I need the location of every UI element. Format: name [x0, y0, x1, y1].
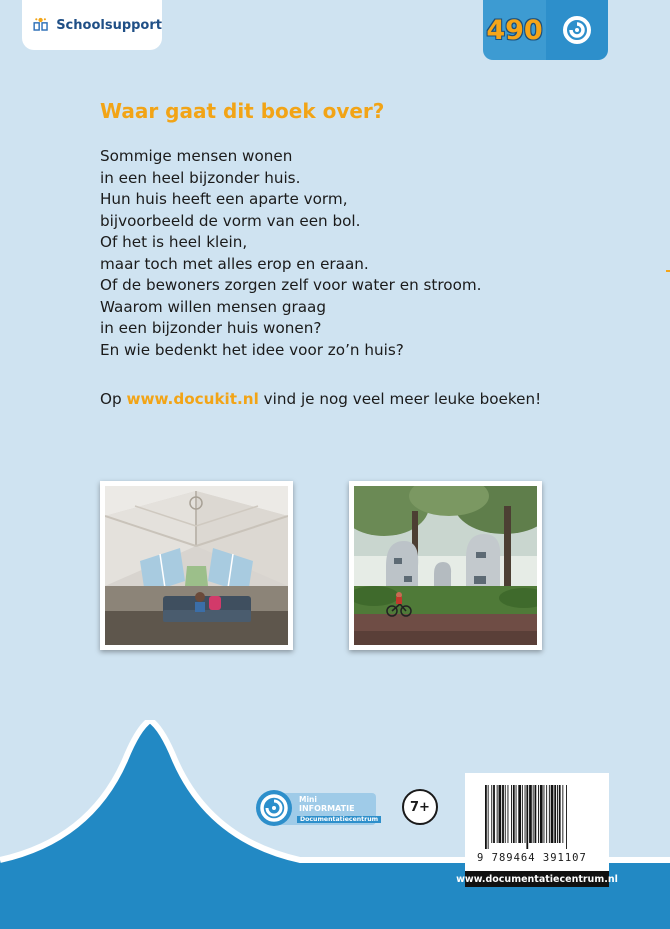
barcode-bar	[485, 785, 487, 849]
promo-prefix: Op	[100, 390, 127, 408]
series-icon-box	[546, 0, 608, 60]
barcode-bar	[540, 785, 543, 843]
barcode-bar	[559, 785, 561, 843]
promo-suffix: vind je nog veel meer leuke boeken!	[258, 390, 542, 408]
publisher-name: Schoolsupport	[56, 17, 162, 33]
blurb-line: maar toch met alles erop en eraan.	[100, 254, 369, 273]
barcode-bar	[511, 785, 512, 843]
barcode-bar	[533, 785, 534, 843]
page-title: Waar gaat dit boek over?	[100, 99, 385, 123]
barcode-bar	[538, 785, 539, 843]
blurb-line: Waarom willen mensen graag	[100, 297, 326, 316]
photo-3d-printed-houses	[349, 481, 542, 650]
blurb-line: Of het is heel klein,	[100, 233, 248, 251]
series-tab	[483, 0, 608, 60]
edge-mark	[666, 270, 670, 272]
barcode-bar	[516, 785, 517, 843]
informatie-label: INFORMATIE	[299, 804, 355, 813]
blurb-line: En wie bedenkt het idee voor zo’n huis?	[100, 340, 404, 359]
blurb-line: Hun huis heeft een aparte vorm,	[100, 190, 348, 208]
barcode-bar	[566, 785, 567, 849]
blurb-line: in een heel bijzonder huis.	[100, 168, 301, 187]
barcode-bar	[491, 785, 492, 843]
photo-cube-house-interior	[100, 481, 293, 650]
barcode-bar	[493, 785, 495, 843]
barcode-bar	[529, 785, 532, 843]
barcode-bar	[522, 785, 523, 843]
barcode-bar	[508, 785, 509, 843]
barcode-bar	[525, 785, 526, 843]
promo-line	[100, 390, 541, 408]
schoolsupport-logo-icon	[32, 13, 49, 37]
barcode-bar	[499, 785, 502, 843]
series-number: 490	[483, 0, 546, 60]
barcode	[465, 773, 609, 871]
barcode-bar	[557, 785, 558, 843]
blurb-line: in een bijzonder huis wonen?	[100, 319, 322, 337]
blurb-line: Of de bewoners zorgen zelf voor water en stroom.	[100, 276, 482, 294]
blurb	[100, 146, 570, 361]
barcode-bar	[551, 785, 554, 843]
barcode-bar	[497, 785, 498, 843]
barcode-bar	[518, 785, 521, 843]
cube-house-interior-image	[105, 486, 288, 645]
barcode-bars	[485, 785, 589, 849]
barcode-bar	[554, 785, 556, 843]
barcode-bar	[526, 785, 528, 849]
barcode-bar	[488, 785, 489, 849]
barcode-bar	[549, 785, 550, 843]
barcode-bar	[505, 785, 506, 843]
printed-houses-image	[354, 486, 537, 645]
barcode-bar	[535, 785, 537, 843]
isbn-digits: 9 789464 391107	[477, 852, 587, 864]
documentatiecentrum-label: Documentatiecentrum	[297, 816, 381, 823]
age-badge: 7+	[402, 789, 438, 825]
series-spiral-icon	[562, 15, 592, 45]
blurb-line: bijvoorbeeld de vorm van een bol.	[100, 211, 361, 230]
barcode-bar	[546, 785, 547, 843]
barcode-bar	[502, 785, 504, 843]
barcode-bar	[513, 785, 515, 843]
website-link[interactable]: www.documentatiecentrum.nl	[465, 871, 609, 887]
mini-label: Mini	[299, 795, 317, 804]
publisher-badge	[22, 0, 162, 50]
docukit-link[interactable]: www.docukit.nl	[126, 390, 259, 408]
blurb-line: Sommige mensen wonen	[100, 147, 293, 165]
barcode-bar	[544, 785, 545, 843]
barcode-bar	[562, 785, 563, 843]
